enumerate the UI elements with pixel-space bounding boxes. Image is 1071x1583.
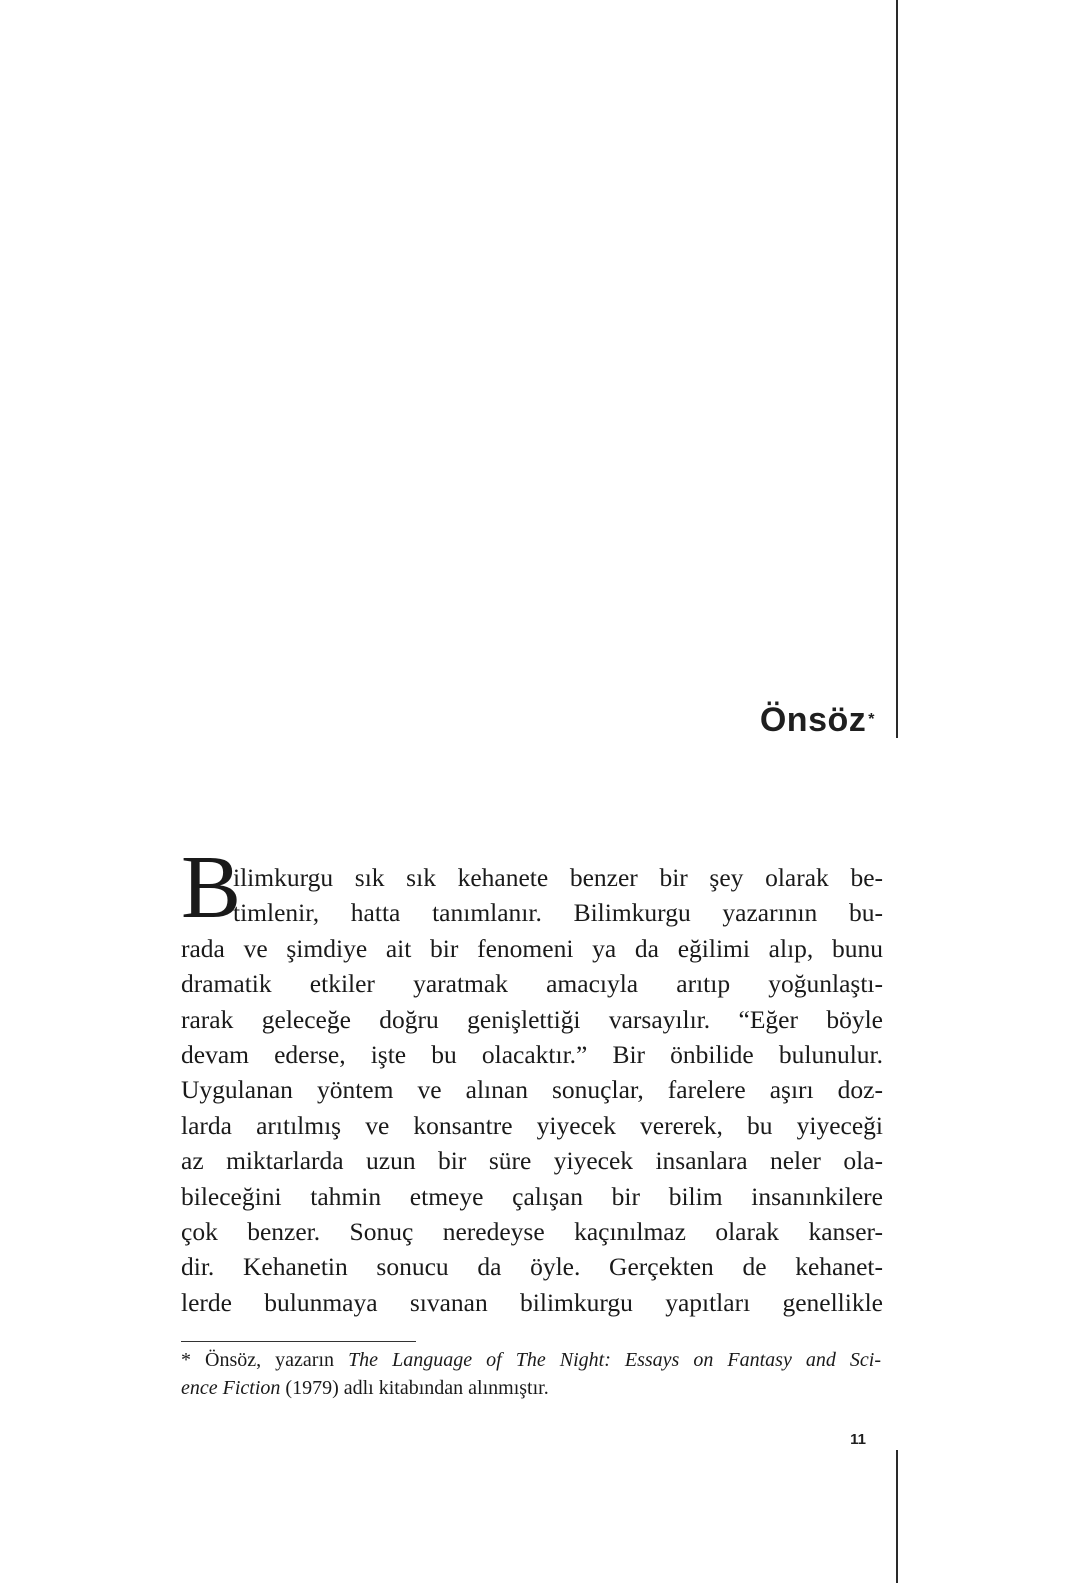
footnote-line-1 <box>181 1346 881 1374</box>
drop-cap: B <box>181 838 242 937</box>
footnote-line-2 <box>181 1374 881 1402</box>
body-line: larda arıtılmış ve konsantre yiyecek vererek, bu yiyeceği <box>181 1110 883 1140</box>
body-line: Uygulanan yöntem ve alınan sonuçlar, farelere aşırı doz- <box>181 1075 883 1105</box>
body-line: az miktarlarda uzun bir süre yiyecek insanlara neler ola- <box>181 1146 883 1176</box>
body-line: bileceğini tahmin etmeye çalışan bir bilim insanınkilere <box>181 1181 883 1211</box>
body-line: ilimkurgu sık sık kehanete benzer bir şey olarak be- <box>233 863 883 892</box>
margin-rule-bottom <box>896 1450 898 1583</box>
footnote-text-before: Önsöz, yazarın <box>191 1349 349 1371</box>
footnote-book-title-part2: ence Fiction <box>181 1377 281 1399</box>
footnote-text-after: (1979) adlı kitabından alınmıştır. <box>280 1377 549 1399</box>
footnote-separator <box>181 1341 416 1342</box>
body-line: çok benzer. Sonuç neredeyse kaçınılmaz olarak kanser- <box>181 1216 883 1246</box>
margin-rule-top <box>896 0 898 738</box>
body-line: devam ederse, işte bu olacaktır.” Bir önbilide bulunulur. <box>181 1039 883 1069</box>
body-line: timlenir, hatta tanımlanır. Bilimkurgu yazarının bu- <box>233 898 883 928</box>
chapter-title <box>760 700 875 740</box>
body-line: dir. Kehanetin sonucu da öyle. Gerçekten de kehanet- <box>181 1252 883 1282</box>
body-line: rarak geleceğe doğru genişlettiği varsayılır. “Eğer böyle <box>181 1004 883 1034</box>
footnote-marker: * <box>181 1349 191 1371</box>
footnote <box>181 1346 881 1402</box>
page-number: 11 <box>850 1431 866 1448</box>
body-paragraph <box>181 860 883 1320</box>
body-line: lerde bulunmaya sıvanan bilimkurgu yapıtları genellikle <box>181 1287 883 1317</box>
chapter-footnote-marker: * <box>868 711 875 728</box>
footnote-book-title-part1: The Language of The Night: Essays on Fantasy and Sci- <box>348 1349 882 1371</box>
chapter-title-text: Önsöz <box>759 701 867 739</box>
body-line: dramatik etkiler yaratmak amacıyla arıtıp yoğunlaştı- <box>181 969 883 999</box>
body-line: rada ve şimdiye ait bir fenomeni ya da eğilimi alıp, bunu <box>181 933 883 963</box>
